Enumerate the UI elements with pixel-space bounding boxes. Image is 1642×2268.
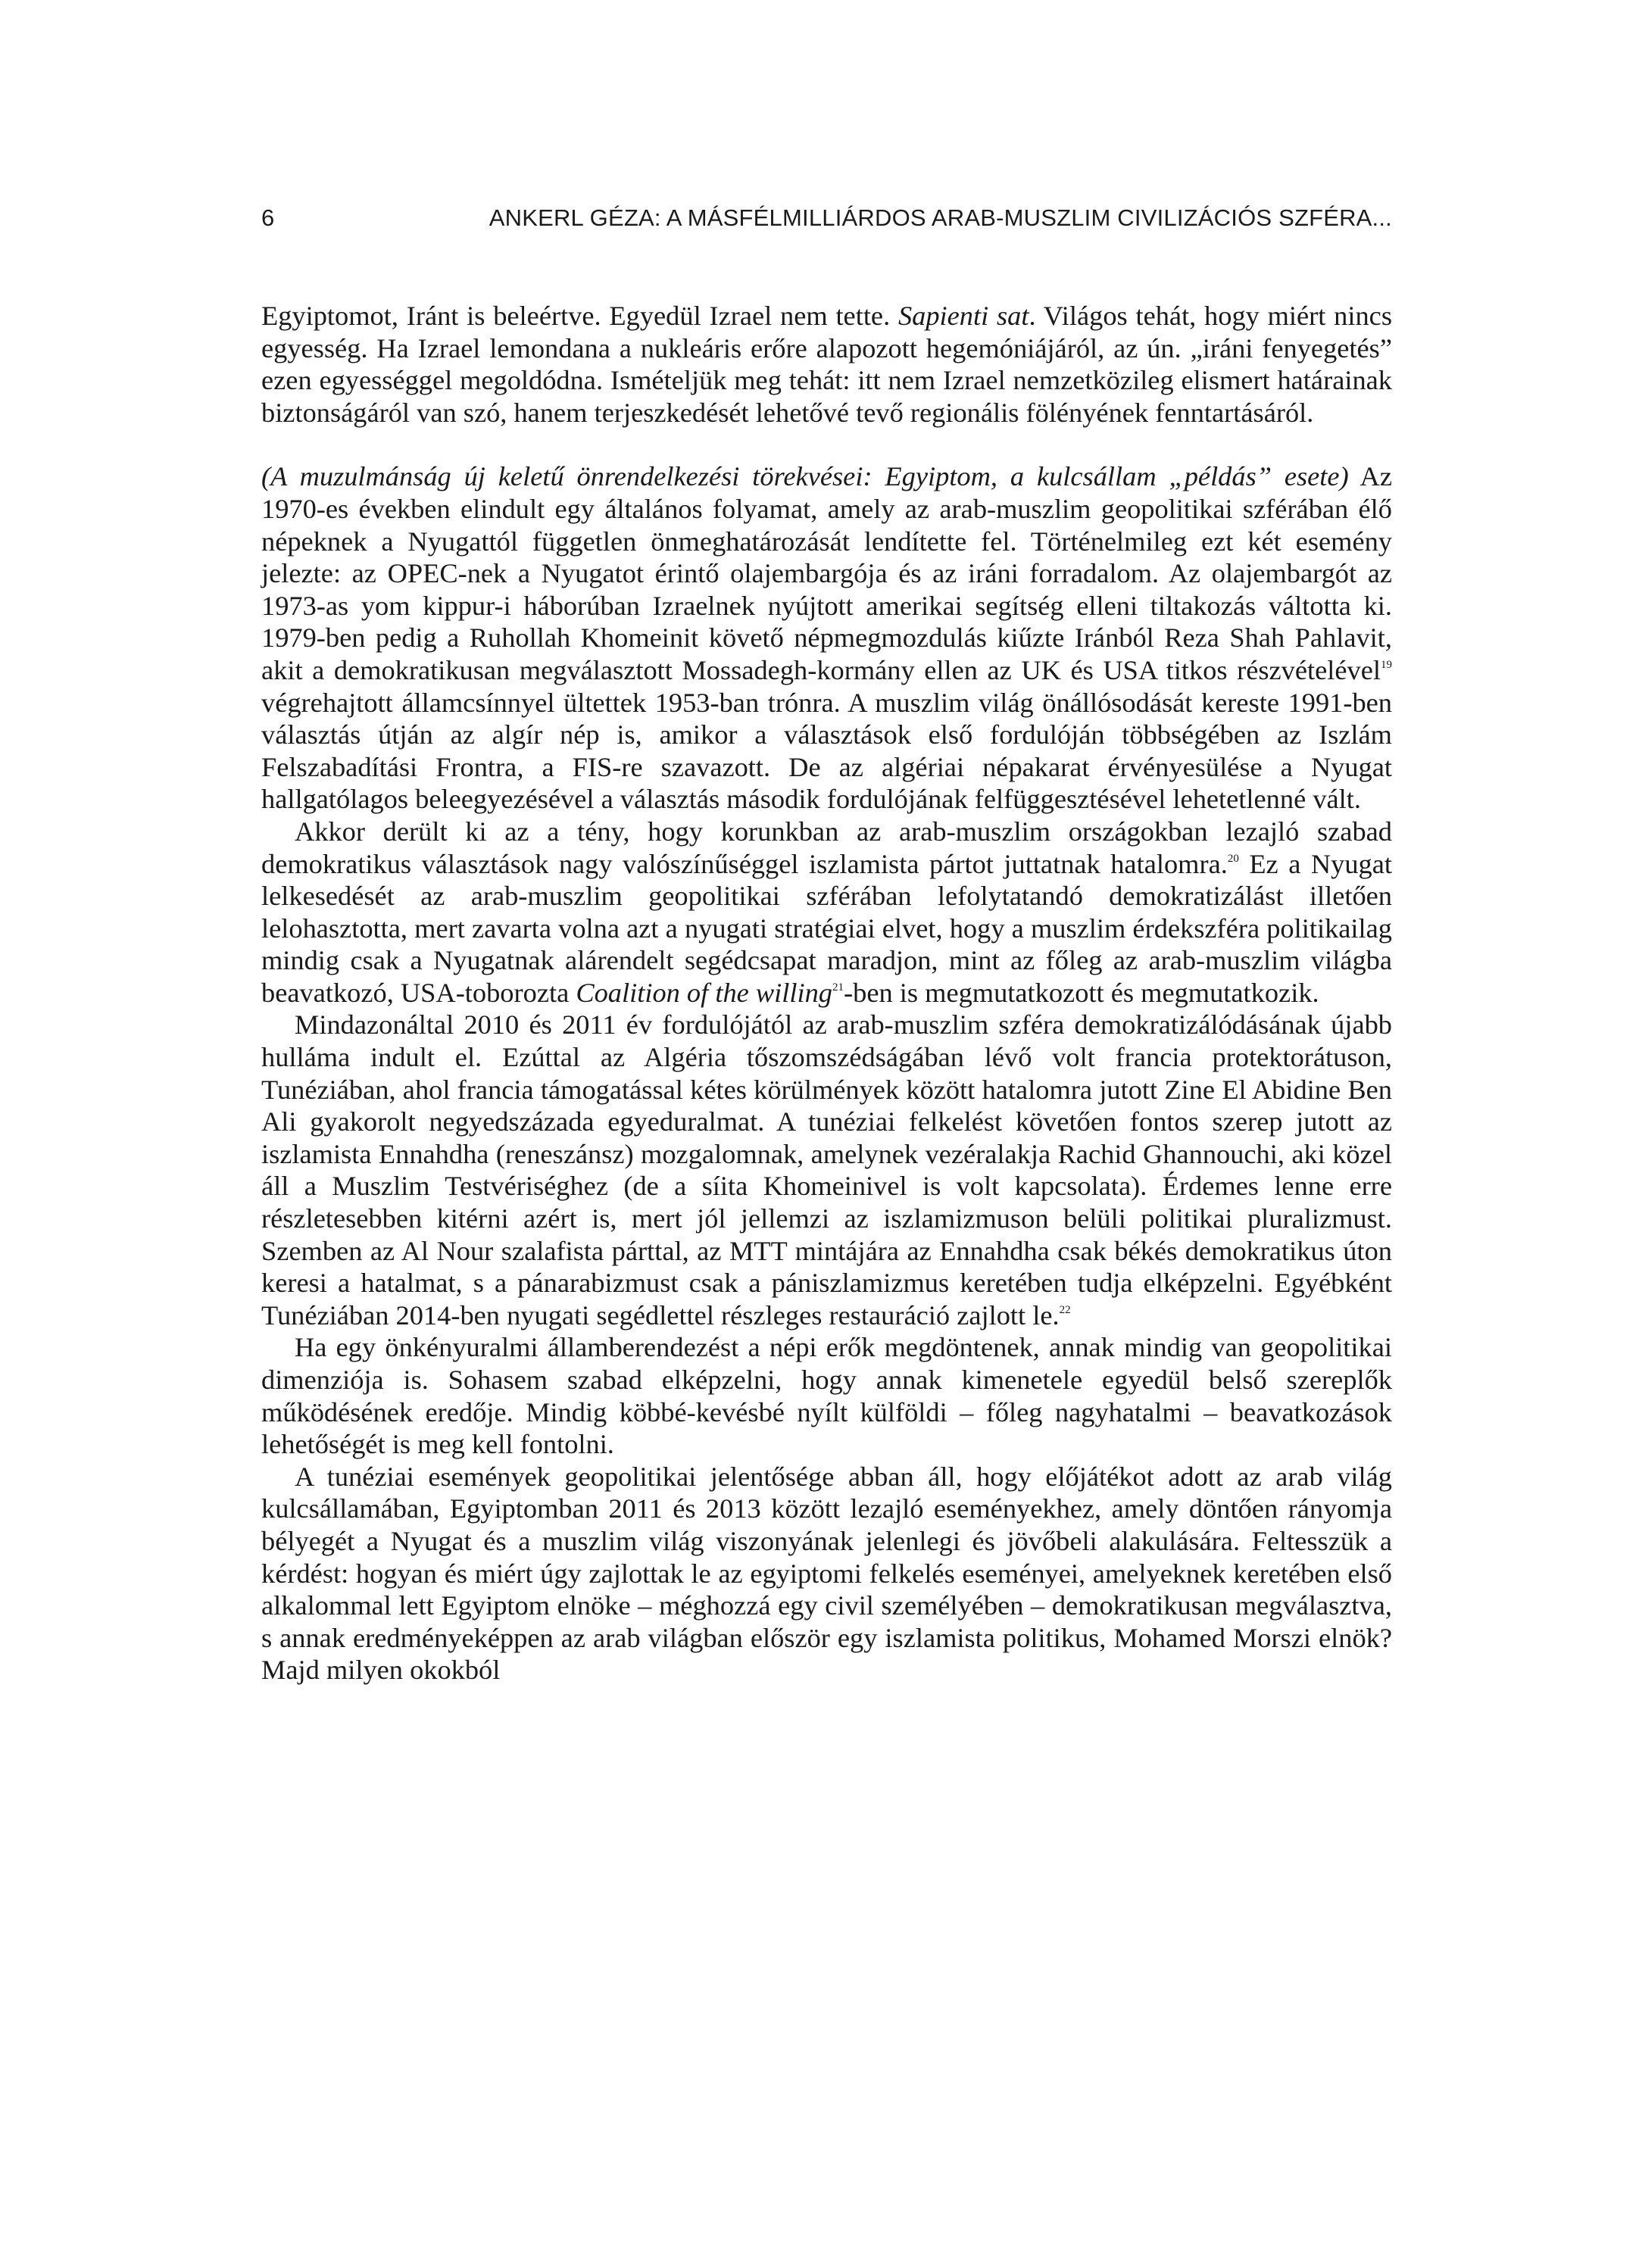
- text-run: A tunéziai események geopolitikai jelentősége abban áll, hogy előjátékot adott az arab világ kulcsállamában, Egyiptomban 2011 és 2013 között lezajló eseményekhez, amely döntően rányomja bélyegét a Nyugat és a muszlim világ viszonyának jelenlegi és jövőbeli alakulására. Feltesszük a kérdést: hogyan és miért úgy zajlottak le az egyiptomi felkelés eseményei, amelyeknek keretében első alkalommal lett Egyiptom elnöke – méghozzá egy civil személyében – demokratikusan megválasztva, s annak eredményeképpen az arab világban először egy iszlamista politikus, Mohamed Morszi elnök? Majd milyen okokból: [261, 1461, 1392, 1686]
- text-run: . Világos tehát, hogy miért nincs egyesség. Ha Izrael lemondana a nukleáris erőre alapozott hegemóniájáról, az ún. „iráni fenyegetés” ezen egyességgel megoldódna. Ismételjük meg tehát: itt nem Izrael nemzetközileg elismert határainak biztonságáról van szó, hanem terjeszkedését lehetővé tevő regionális fölényének fenntartásáról.: [261, 301, 1392, 428]
- footnote-ref[interactable]: 22: [1059, 1303, 1071, 1316]
- text-run: Akkor derült ki az a tény, hogy korunkban az arab-muszlim országokban lezajló szabad demokratikus választások nagy valószínűséggel iszlamista pártot juttatnak hatalomra.: [261, 816, 1392, 879]
- paragraph-6: [261, 1461, 1392, 1686]
- text-run: -ben is megmutatkozott és megmutatkozik.: [844, 977, 1319, 1008]
- page-number: 6: [261, 204, 275, 231]
- text-run: Az 1970-es években elindult egy általános folyamat, amely az arab-muszlim geopolitikai szférában élő népeknek a Nyugattól független önmeghatározását lendítette fel. Történelmileg ezt két esemény jelezte: az OPEC-nek a Nyugatot érintő olajembargója és az iráni forradalom. Az olajembargót az 1973-as yom kippur-i háborúban Izraelnek nyújtott amerikai segítség elleni tiltakozás váltotta ki. 1979-ben pedig a Ruhollah Khomeinit követő népmegmozdulás kiűzte Iránból Reza Shah Pahlavit, akit a demokratikusan megválasztott Mossadegh-kormány ellen az UK és USA titkos részvételével: [261, 461, 1392, 685]
- paragraph-5: [261, 1331, 1392, 1460]
- footnote-ref[interactable]: 19: [1381, 658, 1392, 671]
- italic-phrase: Coalition of the willing: [576, 977, 833, 1008]
- text-run: Ez a Nyugat lelkesedését az arab-muszlim geopolitikai szférában lefolytatandó demokratizálást illetően lelohasztotta, mert zavarta volna azt a nyugati stratégiai elvet, hogy a muszlim érdekszféra politikailag mindig csak a Nyugatnak alárendelt segédcsapat maradjon, mint az főleg az arab-muszlim világba beavatkozó, USA-toborozta: [261, 848, 1392, 1008]
- running-header: [261, 204, 1392, 238]
- footnote-ref[interactable]: 21: [832, 981, 844, 994]
- text-run: Mindazonáltal 2010 és 2011 év fordulójától az arab-muszlim szféra demokratizálódásának újabb hulláma indult el. Ezúttal az Algéria tőszomszédságában lévő volt francia protektorátuson, Tunéziában, ahol francia támogatással kétes körülmények között hatalomra jutott Zine El Abidine Ben Ali gyakorolt negyedszázada egyeduralmat. A tunéziai felkelést követően fontos szerep jutott az iszlamista Ennahdha (reneszánsz) mozgalomnak, amelynek vezéralakja Rachid Ghannouchi, aki közel áll a Muszlim Testvériséghez (de a síita Khomeinivel is volt kapcsolata). Érdemes lenne erre részletesebben kitérni azért is, mert jól jellemzi az iszlamizmuson belüli politikai pluralizmust. Szemben az Al Nour szalafista párttal, az MTT mintájára az Ennahdha csak békés demokratikus úton keresi a hatalmat, s a pánarabizmust csak a pániszlamizmus keretében tudja elképzelni. Egyébként Tunéziában 2014-ben nyugati segédlettel részleges restauráció zajlott le.: [261, 1009, 1392, 1331]
- text-run: Egyiptomot, Iránt is beleértve. Egyedül Izrael nem tette.: [261, 301, 898, 331]
- paragraph-4: [261, 1009, 1392, 1331]
- section-heading: (A muzulmánság új keletű önrendelkezési törekvései: Egyiptom, a kulcsállam „példás” esete): [261, 461, 1349, 492]
- body-text: [261, 300, 1392, 1686]
- paragraph-2: [261, 460, 1392, 816]
- text-run: Ha egy önkényuralmi államberendezést a népi erők megdöntenek, annak mindig van geopolitikai dimenziója is. Sohasem szabad elképzelni, hogy annak kimenetele egyedül belső szereplők működésének eredője. Mindig köbbé-kevésbé nyílt külföldi – főleg nagyhatalmi – beavatkozások lehetőségét is meg kell fontolni.: [261, 1332, 1392, 1460]
- latin-phrase: Sapienti sat: [897, 301, 1029, 331]
- paragraph-3: [261, 816, 1392, 1009]
- paragraph-1: [261, 300, 1392, 429]
- text-run: végrehajtott államcsínnyel ültettek 1953-ban trónra. A muszlim világ önállósodását kereste 1991-ben választás útján az algír nép is, amikor a választások első fordulóján többségében az Iszlám Felszabadítási Frontra, a FIS-re szavazott. De az algériai népakarat érvényesülése a Nyugat hallgatólagos beleegyezésével a választás második fordulójának felfüggesztésével lehetetlenné vált.: [261, 687, 1392, 815]
- running-title: ANKERL GÉZA: A MÁSFÉLMILLIÁRDOS ARAB-MUSZLIM CIVILIZÁCIÓS SZFÉRA...: [489, 204, 1392, 231]
- footnote-ref[interactable]: 20: [1227, 852, 1239, 865]
